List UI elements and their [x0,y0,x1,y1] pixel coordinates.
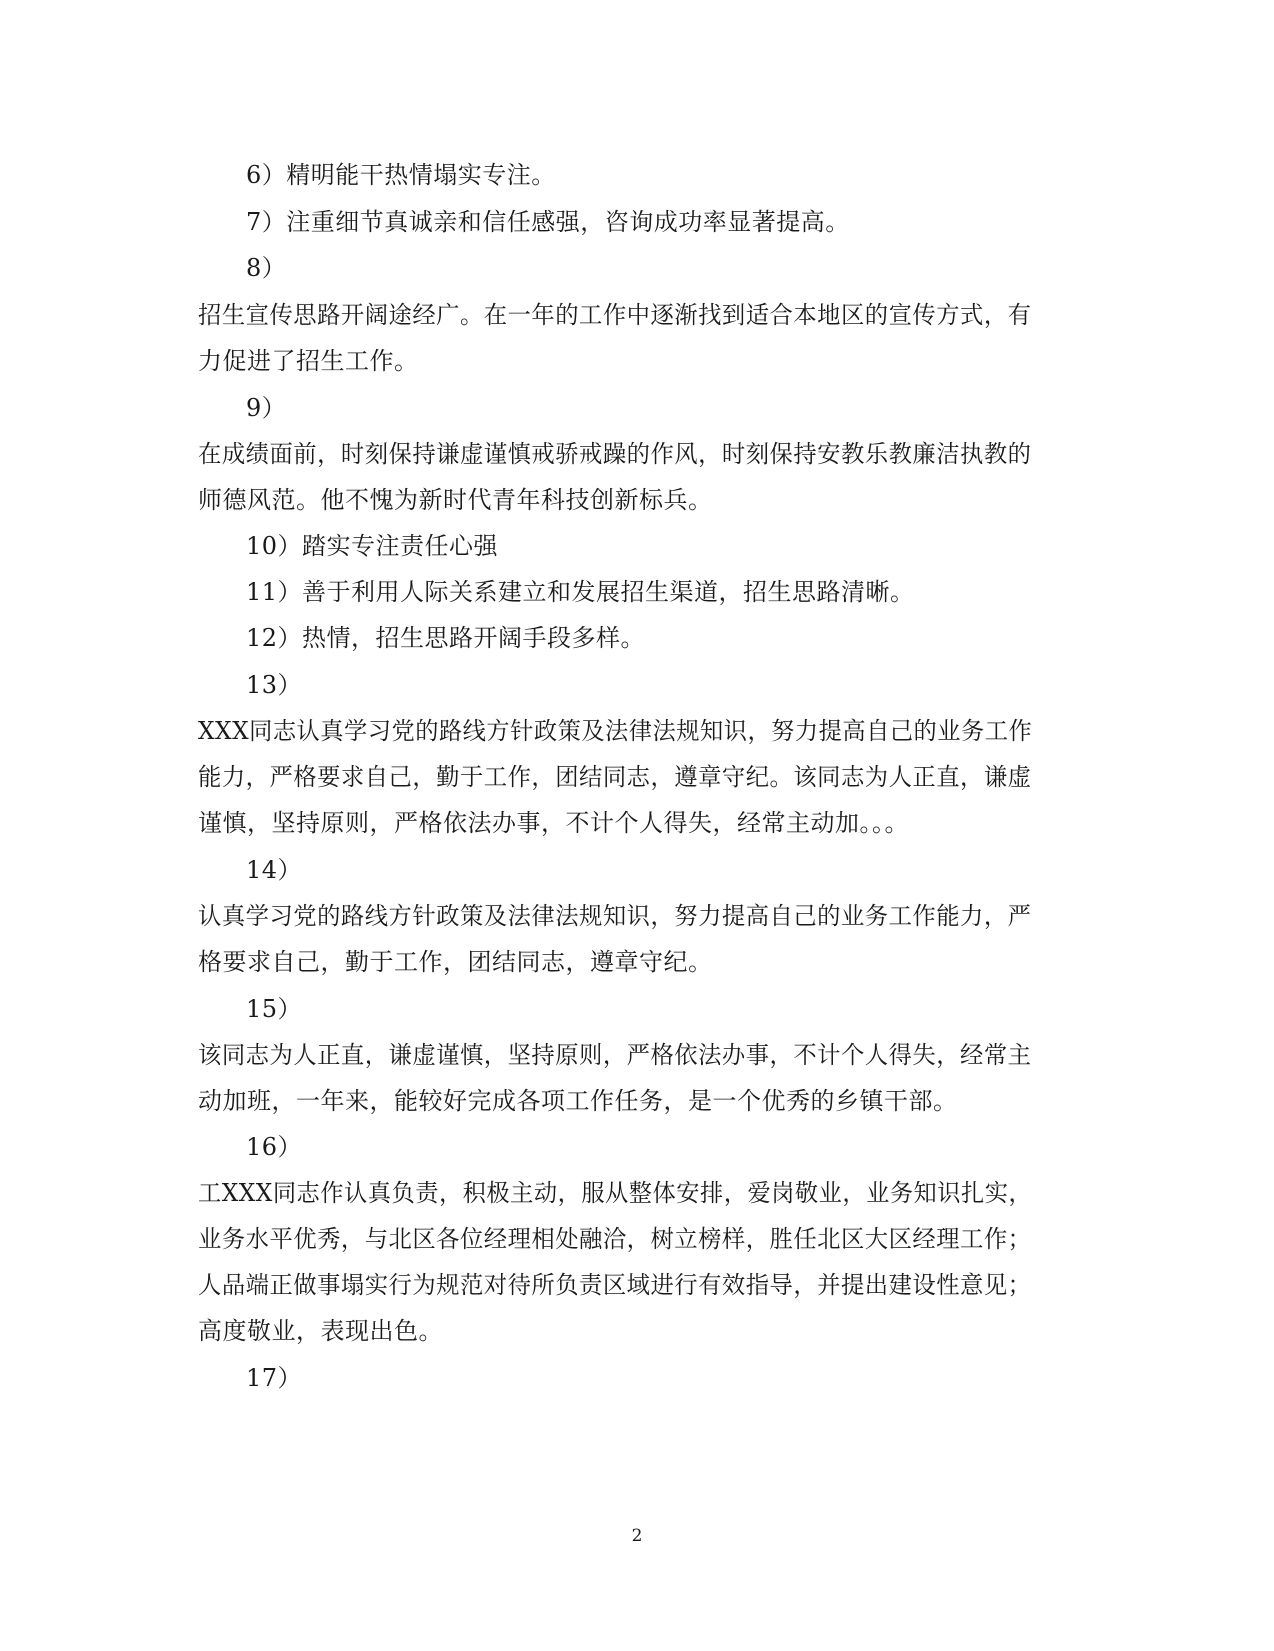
item-6: 6）精明能干热情塌实专注。 [246,161,556,189]
item-8-marker: 8） [246,254,287,282]
item-10: 10）踏实专注责任心强 [246,532,499,560]
item-7: 7）注重细节真诚亲和信任感强，咨询成功率显著提高。 [246,208,850,236]
item-11: 11）善于利用人际关系建立和发展招生渠道，招生思路清晰。 [246,578,915,606]
item-15-text-line-1: 该同志为人正直，谦虚谨慎，坚持原则，严格依法办事，不计个人得失，经常主 [198,1041,1032,1069]
item-16-text-line-4: 高度敬业，表现出色。 [198,1317,443,1345]
item-12: 12）热情，招生思路开阔手段多样。 [246,624,646,652]
item-8-text-line-1: 招生宣传思路开阔途经广。在一年的工作中逐渐找到适合本地区的宣传方式，有 [198,301,1032,329]
item-13-text-line-1: XXX同志认真学习党的路线方针政策及法律法规知识，努力提高自己的业务工作 [198,717,1033,745]
item-13-text-line-3: 谨慎，坚持原则，严格依法办事，不计个人得失，经常主动加。。。 [198,809,909,837]
item-9-text-line-1: 在成绩面前，时刻保持谦虚谨慎戒骄戒躁的作风，时刻保持安教乐教廉洁执教的 [198,440,1032,468]
item-14-text-line-1: 认真学习党的路线方针政策及法律法规知识，努力提高自己的业务工作能力，严 [198,902,1032,930]
item-9-text-line-2: 师德风范。他不愧为新时代青年科技创新标兵。 [198,486,713,514]
item-16-text-line-3: 人品端正做事塌实行为规范对待所负责区域进行有效指导，并提出建设性意见； [198,1271,1032,1299]
item-17-marker: 17） [246,1364,303,1392]
item-16-text-line-2: 业务水平优秀，与北区各位经理相处融洽，树立榜样，胜任北区大区经理工作； [198,1225,1032,1253]
item-8-text-line-2: 力促进了招生工作。 [198,347,419,375]
page-number: 2 [631,1526,643,1546]
item-14-marker: 14） [246,856,303,884]
item-9-marker: 9） [246,394,287,422]
item-15-text-line-2: 动加班，一年来，能较好完成各项工作任务，是一个优秀的乡镇干部。 [198,1087,958,1115]
item-16-text-line-1: 工XXX同志作认真负责，积极主动，服从整体安排，爱岗敬业，业务知识扎实， [198,1179,1033,1207]
item-13-text-line-2: 能力，严格要求自己，勤于工作，团结同志，遵章守纪。该同志为人正直，谦虚 [198,763,1032,791]
item-15-marker: 15） [246,995,303,1023]
item-16-marker: 16） [246,1133,303,1161]
item-14-text-line-2: 格要求自己，勤于工作，团结同志，遵章守纪。 [198,948,713,976]
item-13-marker: 13） [246,671,303,699]
